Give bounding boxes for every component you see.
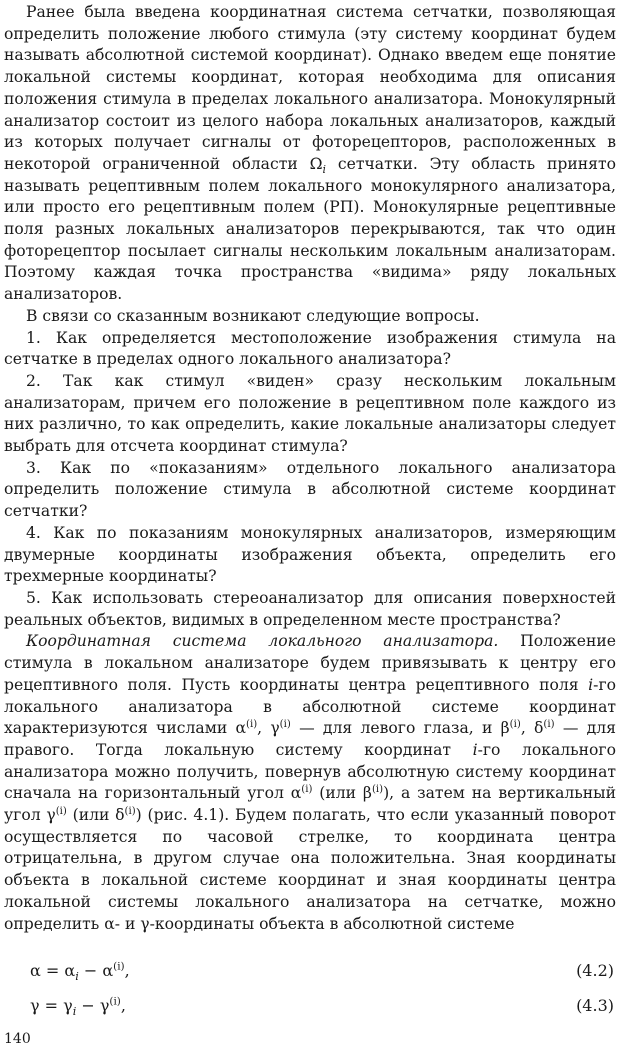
lp-text-1: Положение стимула в локальном анализаторе будем привязывать к центру его рецептивного поля. Пусть координаты центра рецептивного поля	[4, 632, 616, 694]
lp-sup-3: (i)	[509, 719, 521, 731]
formula-4-2-left: α = α	[30, 961, 76, 980]
formula-4-3-mid: − γ	[76, 996, 110, 1015]
lp-text-7: -го локального анализатора можно получить, повернув абсолютную систему координат сначала на горизонтальный угол α	[4, 740, 616, 803]
lp-text-5: , δ	[520, 719, 544, 738]
section-lead-italic: Координатная система локального анализатора.	[26, 632, 499, 651]
page-number: 140	[4, 1031, 31, 1047]
lp-sup-2: (i)	[279, 719, 291, 731]
lp-sup-1: (i)	[246, 719, 258, 731]
question-5: 5. Как использовать стереоанализатор для описания поверхностей реальных объектов, видимых в определенном месте пространства?	[4, 588, 616, 629]
intro-text-2: сетчатки. Эту область принято называть рецептивным полем локального монокулярного анализатора, или просто его рецептивным полем (РП). Монокулярные рецептивные поля разных локальных анализаторов перекрываются, так что один фоторецептор посылает сигналы нескольким локальным анализаторам. Поэтому каждая точка пространства «видима» ряду локальных анализаторов.	[4, 154, 616, 304]
lp-text-11: ) (рис. 4.1). Будем полагать, что если указанный поворот осуществляется по часовой стрелке, то координата центра отрицательна, в другом случае она положительна. Зная координаты объекта в локальной системе координат и зная координаты центра локальной системы локального анализатора на сетчатке, можно определить α- и γ-координаты объекта в абсолютной системе	[4, 806, 617, 933]
formula-4-3-end: ,	[120, 996, 126, 1015]
question-1: 1. Как определяется местоположение изображения стимула на сетчатке в пределах одного локального анализатора?	[4, 328, 616, 369]
lp-text-3: , γ	[257, 719, 280, 738]
lp-text-4: — для левого глаза, и β	[290, 719, 510, 738]
formula-4-3-left: γ = γ	[30, 996, 73, 1015]
formula-4-3-expression	[30, 993, 126, 1019]
formula-4-2-sup: (i)	[113, 960, 125, 973]
lp-sup-4: (i)	[543, 719, 555, 731]
lp-text-8: (или β	[312, 784, 372, 803]
lp-sup-6: (i)	[371, 784, 384, 796]
question-2: 2. Так как стимул «виден» сразу нескольким локальным анализаторам, причем его положение в рецептивном поле каждого из них различно, то как определить, какие локальные анализаторы следует выбрать для отсчета координат стимула?	[4, 371, 616, 456]
lp-text-2: -го локального анализатора в абсолютной системе координат характеризуются числами α	[4, 675, 616, 738]
formula-4-3-sub: i	[72, 1005, 77, 1019]
lp-text-6: — для правого. Тогда локальную систему координат	[4, 719, 617, 759]
formula-4-3-sup: (i)	[109, 995, 121, 1008]
paragraph-intro	[4, 2, 616, 306]
paragraph-local-coordinate-system	[4, 631, 616, 935]
formula-4-3	[30, 993, 620, 1019]
formula-4-2-mid: − α	[78, 961, 114, 980]
lp-sup-8: (i)	[124, 805, 136, 817]
paragraph-questions-lead: В связи со сказанным возникают следующие вопросы.	[26, 306, 480, 325]
formula-4-2-expression	[30, 958, 130, 984]
formula-4-2-end: ,	[124, 961, 130, 980]
lp-sup-7: (i)	[55, 805, 67, 817]
formula-4-2-sub: i	[75, 970, 79, 984]
lp-i-2: i	[472, 740, 478, 759]
question-4: 4. Как по показаниям монокулярных анализаторов, измеряющим двумерные координаты изображения объекта, определить его трехмерные координаты?	[4, 523, 616, 586]
question-3: 3. Как по «показаниям» отдельного локального анализатора определить положение стимула в абсолютной системе координат сетчатки?	[4, 458, 616, 521]
body-text	[4, 2, 616, 935]
lp-text-9: ), а затем на вертикальный угол γ	[4, 784, 616, 825]
lp-i-1: i	[588, 675, 594, 694]
intro-text-1: Ранее была введена координатная система сетчатки, позволяющая определить положение любого стимула (эту систему координат будем называть абсолютной системой координат). Однако введем еще понятие локальной системы координат, которая необходима для описания положения стимула в пределах локального анализатора. Монокулярный анализатор состоит из целого набора локальных анализаторов, каждый из которых получает сигналы от фоторецепторов, расположенных в некоторой ограниченной области Ω	[4, 3, 616, 173]
lp-sup-5: (i)	[301, 784, 313, 796]
omega-subscript: i	[322, 163, 327, 177]
formula-4-2	[30, 958, 620, 984]
lp-text-10: (или δ	[66, 806, 125, 825]
formula-4-3-number: (4.3)	[576, 996, 614, 1015]
formula-4-2-number: (4.2)	[576, 961, 614, 980]
